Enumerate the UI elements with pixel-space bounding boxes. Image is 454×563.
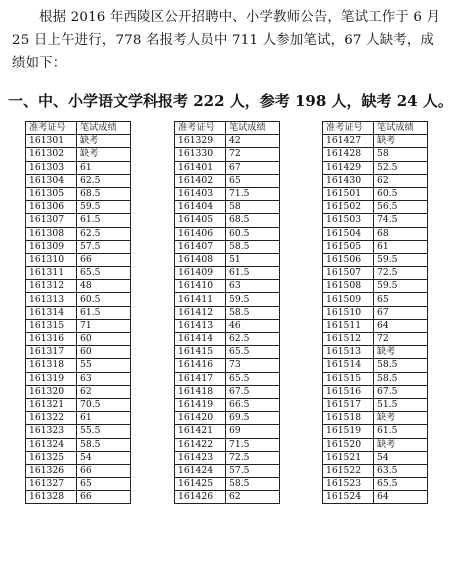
table-row: [323, 372, 428, 385]
exam-id-cell: 161419: [175, 398, 226, 411]
exam-id-cell: 161314: [26, 306, 77, 319]
exam-id-cell: 161423: [175, 451, 226, 464]
header-exam-id: 准考证号: [26, 122, 77, 135]
score-cell: 72.5: [226, 451, 280, 464]
score-cell: 61.5: [77, 214, 131, 227]
score-cell: 58.5: [77, 438, 131, 451]
exam-id-cell: 161506: [323, 253, 374, 266]
score-table-1: [25, 121, 131, 504]
exam-id-cell: 161508: [323, 280, 374, 293]
table-row: [26, 412, 131, 425]
exam-id-cell: 161424: [175, 464, 226, 477]
header-exam-id: 准考证号: [175, 122, 226, 135]
score-cell: 59.5: [374, 280, 428, 293]
exam-id-cell: 161329: [175, 135, 226, 148]
table-row: [323, 464, 428, 477]
score-cell: 54: [77, 451, 131, 464]
exam-id-cell: 161328: [26, 491, 77, 504]
table-row: [323, 319, 428, 332]
table-row: [323, 425, 428, 438]
exam-id-cell: 161303: [26, 161, 77, 174]
table-row: [175, 253, 280, 266]
table-row: [175, 333, 280, 346]
score-cell: 62.5: [226, 333, 280, 346]
table-row: [175, 306, 280, 319]
table-row: [26, 161, 131, 174]
score-cell: 66: [77, 464, 131, 477]
table-row: [26, 319, 131, 332]
table-row: [175, 293, 280, 306]
exam-id-cell: 161322: [26, 412, 77, 425]
score-cell: 72: [226, 148, 280, 161]
table-row: [175, 478, 280, 491]
score-cell: 64: [374, 491, 428, 504]
header-exam-id: 准考证号: [323, 122, 374, 135]
exam-id-cell: 161518: [323, 412, 374, 425]
exam-id-cell: 161407: [175, 240, 226, 253]
exam-id-cell: 161312: [26, 280, 77, 293]
table-row: [26, 267, 131, 280]
table-row: [26, 372, 131, 385]
score-cell: 68.5: [77, 187, 131, 200]
exam-id-cell: 161313: [26, 293, 77, 306]
score-cell: 72: [374, 333, 428, 346]
score-cell: 69.5: [226, 412, 280, 425]
score-cell: 65.5: [226, 372, 280, 385]
table-row: [26, 438, 131, 451]
score-cell: 58.5: [374, 372, 428, 385]
score-cell: 60.5: [374, 187, 428, 200]
table-row: [26, 253, 131, 266]
table-row: [175, 227, 280, 240]
score-cell: 42: [226, 135, 280, 148]
score-cell: 70.5: [77, 398, 131, 411]
table-row: [175, 174, 280, 187]
score-cell: 68: [374, 227, 428, 240]
table-row: [323, 148, 428, 161]
table-row: [26, 148, 131, 161]
score-cell: 66: [77, 491, 131, 504]
exam-id-cell: 161411: [175, 293, 226, 306]
table-row: [175, 385, 280, 398]
score-cell: 71: [77, 319, 131, 332]
table-row: [26, 174, 131, 187]
exam-id-cell: 161420: [175, 412, 226, 425]
table-row: [26, 187, 131, 200]
score-cell: 71.5: [226, 187, 280, 200]
score-cell: 63: [226, 280, 280, 293]
exam-id-cell: 161421: [175, 425, 226, 438]
exam-id-cell: 161406: [175, 227, 226, 240]
exam-id-cell: 161505: [323, 240, 374, 253]
table-row: [26, 346, 131, 359]
exam-id-cell: 161309: [26, 240, 77, 253]
table-row: [26, 135, 131, 148]
table-row: [323, 135, 428, 148]
table-row: [175, 280, 280, 293]
exam-id-cell: 161326: [26, 464, 77, 477]
table-row: [175, 372, 280, 385]
exam-id-cell: 161325: [26, 451, 77, 464]
score-cell: 58: [374, 148, 428, 161]
score-cell: 58.5: [374, 359, 428, 372]
score-cell: 57.5: [226, 464, 280, 477]
table-row: [323, 438, 428, 451]
table-row: [175, 161, 280, 174]
exam-id-cell: 161516: [323, 385, 374, 398]
exam-id-cell: 161401: [175, 161, 226, 174]
exam-id-cell: 161416: [175, 359, 226, 372]
exam-id-cell: 161414: [175, 333, 226, 346]
section-heading: 一、中、小学语文学科报考 222 人，参考 198 人，缺考 24 人。: [8, 92, 453, 110]
table-row: [26, 464, 131, 477]
table-row: [26, 333, 131, 346]
table-row: [175, 319, 280, 332]
table-row: [26, 227, 131, 240]
table-row: [175, 451, 280, 464]
score-cell: 55: [77, 359, 131, 372]
score-cell: 51: [226, 253, 280, 266]
score-cell: 66.5: [226, 398, 280, 411]
score-cell: 63.5: [374, 464, 428, 477]
score-cell: 60: [77, 333, 131, 346]
exam-id-cell: 161426: [175, 491, 226, 504]
score-cell: 51.5: [374, 398, 428, 411]
score-cell: 62.5: [77, 174, 131, 187]
exam-id-cell: 161514: [323, 359, 374, 372]
table-row: [323, 478, 428, 491]
score-cell: 62: [374, 174, 428, 187]
table-row: [323, 451, 428, 464]
exam-id-cell: 161517: [323, 398, 374, 411]
exam-id-cell: 161305: [26, 187, 77, 200]
score-cell: 59.5: [77, 201, 131, 214]
score-cell: 67: [374, 306, 428, 319]
exam-id-cell: 161405: [175, 214, 226, 227]
table-row: [323, 267, 428, 280]
table-row: [26, 280, 131, 293]
score-cell: 58.5: [226, 478, 280, 491]
intro-paragraph: [12, 6, 442, 75]
table-row: [175, 135, 280, 148]
score-cell: 58.5: [226, 306, 280, 319]
exam-id-cell: 161402: [175, 174, 226, 187]
table-row: [175, 398, 280, 411]
score-cell: 73: [226, 359, 280, 372]
score-cell: 61.5: [77, 306, 131, 319]
table-row: [175, 438, 280, 451]
score-cell: 71.5: [226, 438, 280, 451]
exam-id-cell: 161522: [323, 464, 374, 477]
exam-id-cell: 161320: [26, 385, 77, 398]
table-row: [323, 253, 428, 266]
exam-id-cell: 161512: [323, 333, 374, 346]
score-cell: 61: [77, 412, 131, 425]
exam-id-cell: 161408: [175, 253, 226, 266]
table-row: [175, 491, 280, 504]
score-cell: 缺考: [374, 438, 428, 451]
table-row: [323, 306, 428, 319]
exam-id-cell: 161511: [323, 319, 374, 332]
score-cell: 56.5: [374, 201, 428, 214]
exam-id-cell: 161427: [323, 135, 374, 148]
score-cell: 缺考: [374, 135, 428, 148]
exam-id-cell: 161510: [323, 306, 374, 319]
exam-id-cell: 161428: [323, 148, 374, 161]
exam-id-cell: 161310: [26, 253, 77, 266]
table-row: [26, 491, 131, 504]
header-score: 笔试成绩: [374, 122, 428, 135]
score-cell: 74.5: [374, 214, 428, 227]
table-row: [26, 359, 131, 372]
table-header-row: [26, 122, 131, 135]
exam-id-cell: 161404: [175, 201, 226, 214]
exam-id-cell: 161519: [323, 425, 374, 438]
table-row: [26, 214, 131, 227]
score-cell: 缺考: [374, 412, 428, 425]
exam-id-cell: 161503: [323, 214, 374, 227]
score-cell: 65.5: [226, 346, 280, 359]
score-cell: 61: [77, 161, 131, 174]
table-row: [26, 293, 131, 306]
table-row: [175, 267, 280, 280]
table-row: [26, 398, 131, 411]
exam-id-cell: 161304: [26, 174, 77, 187]
exam-id-cell: 161513: [323, 346, 374, 359]
exam-id-cell: 161315: [26, 319, 77, 332]
table-row: [26, 425, 131, 438]
table-row: [26, 451, 131, 464]
exam-id-cell: 161524: [323, 491, 374, 504]
score-cell: 68.5: [226, 214, 280, 227]
table-header-row: [175, 122, 280, 135]
score-cell: 61.5: [226, 267, 280, 280]
score-cell: 67.5: [226, 385, 280, 398]
score-cell: 67: [226, 161, 280, 174]
score-cell: 62: [77, 385, 131, 398]
exam-id-cell: 161316: [26, 333, 77, 346]
score-cell: 65: [374, 293, 428, 306]
score-cell: 54: [374, 451, 428, 464]
table-row: [175, 214, 280, 227]
table-row: [175, 464, 280, 477]
table-header-row: [323, 122, 428, 135]
table-row: [175, 412, 280, 425]
exam-id-cell: 161301: [26, 135, 77, 148]
table-row: [26, 201, 131, 214]
exam-id-cell: 161317: [26, 346, 77, 359]
score-cell: 55.5: [77, 425, 131, 438]
exam-id-cell: 161319: [26, 372, 77, 385]
score-cell: 60.5: [77, 293, 131, 306]
score-table-3: [322, 121, 428, 504]
score-cell: 52.5: [374, 161, 428, 174]
exam-id-cell: 161403: [175, 187, 226, 200]
score-cell: 57.5: [77, 240, 131, 253]
score-cell: 缺考: [374, 346, 428, 359]
table-row: [175, 346, 280, 359]
exam-id-cell: 161504: [323, 227, 374, 240]
score-cell: 62: [226, 491, 280, 504]
table-row: [323, 412, 428, 425]
exam-id-cell: 161307: [26, 214, 77, 227]
exam-id-cell: 161507: [323, 267, 374, 280]
score-cell: 64: [374, 319, 428, 332]
exam-id-cell: 161418: [175, 385, 226, 398]
table-row: [175, 201, 280, 214]
table-row: [323, 201, 428, 214]
score-cell: 72.5: [374, 267, 428, 280]
exam-id-cell: 161509: [323, 293, 374, 306]
table-row: [26, 478, 131, 491]
table-row: [323, 227, 428, 240]
score-cell: 67.5: [374, 385, 428, 398]
exam-id-cell: 161425: [175, 478, 226, 491]
exam-id-cell: 161501: [323, 187, 374, 200]
exam-id-cell: 161321: [26, 398, 77, 411]
table-row: [175, 425, 280, 438]
table-row: [323, 491, 428, 504]
table-row: [26, 306, 131, 319]
table-row: [175, 148, 280, 161]
exam-id-cell: 161413: [175, 319, 226, 332]
exam-id-cell: 161520: [323, 438, 374, 451]
table-row: [323, 333, 428, 346]
score-cell: 59.5: [226, 293, 280, 306]
score-table-2: [174, 121, 280, 504]
score-cell: 60: [77, 346, 131, 359]
exam-id-cell: 161311: [26, 267, 77, 280]
exam-id-cell: 161422: [175, 438, 226, 451]
exam-id-cell: 161417: [175, 372, 226, 385]
exam-id-cell: 161308: [26, 227, 77, 240]
table-row: [323, 293, 428, 306]
exam-id-cell: 161306: [26, 201, 77, 214]
score-cell: 62.5: [77, 227, 131, 240]
score-cell: 63: [77, 372, 131, 385]
header-score: 笔试成绩: [77, 122, 131, 135]
table-row: [323, 214, 428, 227]
score-cell: 59.5: [374, 253, 428, 266]
exam-id-cell: 161523: [323, 478, 374, 491]
table-row: [175, 187, 280, 200]
table-row: [26, 240, 131, 253]
score-cell: 61: [374, 240, 428, 253]
score-cell: 65.5: [77, 267, 131, 280]
score-cell: 66: [77, 253, 131, 266]
exam-id-cell: 161327: [26, 478, 77, 491]
table-row: [323, 161, 428, 174]
exam-id-cell: 161409: [175, 267, 226, 280]
exam-id-cell: 161330: [175, 148, 226, 161]
score-cell: 48: [77, 280, 131, 293]
score-cell: 65.5: [374, 478, 428, 491]
table-row: [323, 240, 428, 253]
score-cell: 65: [77, 478, 131, 491]
table-row: [323, 346, 428, 359]
exam-id-cell: 161323: [26, 425, 77, 438]
table-row: [323, 187, 428, 200]
exam-id-cell: 161515: [323, 372, 374, 385]
table-row: [323, 280, 428, 293]
intro-text: 根据 2016 年西陵区公开招聘中、小学教师公告，笔试工作于 6 月 25 日上午进行，778 名报考人员中 711 人参加笔试，67 人缺考，成绩如下：: [12, 10, 441, 71]
exam-id-cell: 161410: [175, 280, 226, 293]
exam-id-cell: 161324: [26, 438, 77, 451]
table-row: [175, 359, 280, 372]
score-cell: 缺考: [77, 135, 131, 148]
exam-id-cell: 161429: [323, 161, 374, 174]
score-cell: 61.5: [374, 425, 428, 438]
exam-id-cell: 161318: [26, 359, 77, 372]
exam-id-cell: 161430: [323, 174, 374, 187]
exam-id-cell: 161415: [175, 346, 226, 359]
table-row: [323, 359, 428, 372]
table-row: [323, 398, 428, 411]
exam-id-cell: 161302: [26, 148, 77, 161]
table-row: [175, 240, 280, 253]
score-cell: 58.5: [226, 240, 280, 253]
exam-id-cell: 161412: [175, 306, 226, 319]
table-row: [26, 385, 131, 398]
score-cell: 69: [226, 425, 280, 438]
exam-id-cell: 161521: [323, 451, 374, 464]
header-score: 笔试成绩: [226, 122, 280, 135]
score-cell: 46: [226, 319, 280, 332]
exam-id-cell: 161502: [323, 201, 374, 214]
score-cell: 缺考: [77, 148, 131, 161]
table-row: [323, 385, 428, 398]
table-row: [323, 174, 428, 187]
score-cell: 65: [226, 174, 280, 187]
score-cell: 58: [226, 201, 280, 214]
score-cell: 60.5: [226, 227, 280, 240]
